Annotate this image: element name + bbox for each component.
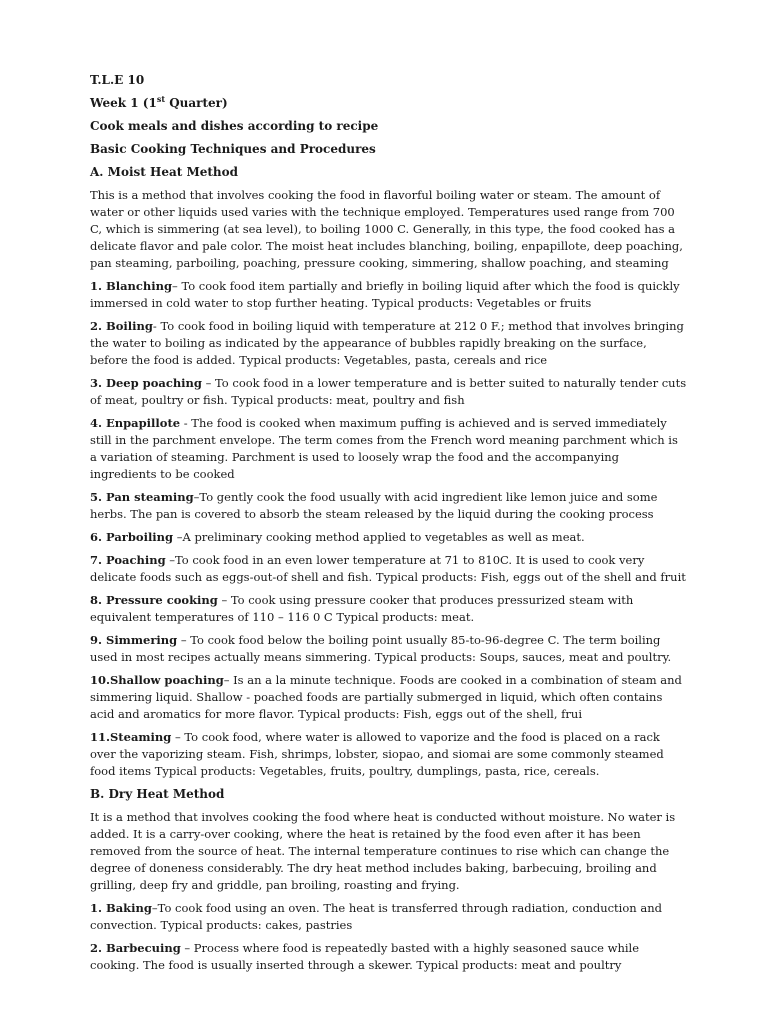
- week-superscript: st: [156, 94, 166, 104]
- item-text: – To cook food below the boiling point usually 85-to-96-degree C. The term boiling used in most recipes actually means simmering. Typical products: Soups, sauces, meat and poultry.: [90, 633, 672, 664]
- item-term: 1. Baking: [90, 901, 152, 915]
- item-term: 4. Enpapillote: [90, 416, 181, 430]
- item-text: – To cook food in a lower temperature and is better suited to naturally tender cuts of meat, poultry or fish. Typical products: meat, poultry and fish: [90, 376, 687, 407]
- dry-item: [90, 900, 688, 934]
- document-page: [90, 72, 688, 980]
- item-term: 8. Pressure cooking: [90, 593, 218, 607]
- item-term: 6. Parboiling: [90, 530, 174, 544]
- moist-item: [90, 415, 688, 483]
- subtopic-title: Basic Cooking Techniques and Procedures: [90, 142, 376, 156]
- week-suffix: Quarter): [165, 96, 228, 110]
- item-text: – To cook using pressure cooker that produces pressurized steam with equivalent temperatures of 110 – 116 0 C Typical products: meat.: [90, 593, 634, 624]
- item-term: 3. Deep poaching: [90, 376, 202, 390]
- item-term: 7. Poaching: [90, 553, 166, 567]
- moist-item: [90, 672, 688, 723]
- topic-title: Cook meals and dishes according to recipe: [90, 119, 379, 133]
- item-term: 5. Pan steaming: [90, 490, 194, 504]
- item-term: 10.Shallow poaching: [90, 673, 224, 687]
- moist-item: [90, 375, 688, 409]
- week-line: [90, 95, 688, 112]
- item-text: - The food is cooked when maximum puffing is achieved and is served immediately still in the parchment envelope. The term comes from the French word meaning parchment which is a variation of steaming. Parchment is used to loosely wrap the food and the accompanying ingredients to be cooked: [90, 416, 678, 481]
- moist-item: [90, 632, 688, 666]
- dry-heat-intro: It is a method that involves cooking the food where heat is conducted without moisture. No water is added. It is a carry-over cooking, where the heat is retained by the food even after it has been removed from the source of heat. The internal temperature continues to rise which can change the degree of doneness considerably. The dry heat method includes baking, barbecuing, broiling and grilling, deep fry and griddle, pan broiling, roasting and frying.: [90, 810, 676, 892]
- moist-item: [90, 592, 688, 626]
- moist-heat-heading: A. Moist Heat Method: [90, 165, 239, 179]
- item-term: 2. Barbecuing: [90, 941, 181, 955]
- item-term: 2. Boiling: [90, 319, 153, 333]
- dry-item: [90, 940, 688, 974]
- item-text: –To cook food using an oven. The heat is transferred through radiation, conduction and convection. Typical products: cakes, pastries: [90, 901, 662, 932]
- item-text: – Process where food is repeatedly basted with a highly seasoned sauce while cooking. The food is usually inserted through a skewer. Typical products: meat and poultry: [90, 941, 640, 972]
- item-text: – To cook food, where water is allowed to vaporize and the food is placed on a rack over the vaporizing steam. Fish, shrimps, lobster, siopao, and siomai are some commonly steamed food items Typical products: Vegetables, fruits, poultry, dumplings, pasta, rice, cereals.: [90, 730, 664, 778]
- item-text: –To gently cook the food usually with acid ingredient like lemon juice and some herbs. The pan is covered to absorb the steam released by the liquid during the cooking process: [90, 490, 658, 521]
- course-title: T.L.E 10: [90, 73, 145, 87]
- item-text: – To cook food item partially and briefly in boiling liquid after which the food is quickly immersed in cold water to stop further heating. Typical products: Vegetables or fruits: [90, 279, 680, 310]
- item-term: 11.Steaming: [90, 730, 172, 744]
- moist-item: [90, 529, 688, 546]
- moist-item: [90, 318, 688, 369]
- moist-item: [90, 489, 688, 523]
- moist-item: [90, 729, 688, 780]
- moist-item: [90, 278, 688, 312]
- item-text: – Is an a la minute technique. Foods are cooked in a combination of steam and simmering liquid. Shallow - poached foods are partially submerged in liquid, which often contains acid and aromatics for more flavor. Typical products: Fish, eggs out of the shell, frui: [90, 673, 682, 721]
- item-text: –To cook food in an even lower temperature at 71 to 810C. It is used to cook very delicate foods such as eggs-out-of shell and fish. Typical products: Fish, eggs out of the shell and fruit: [90, 553, 686, 584]
- item-term: 1. Blanching: [90, 279, 173, 293]
- item-text: –A preliminary cooking method applied to vegetables as well as meat.: [173, 530, 585, 544]
- moist-heat-intro: This is a method that involves cooking the food in flavorful boiling water or steam. The amount of water or other liquids used varies with the technique employed. Temperatures used range from 700 C, which is simmering (at sea level), to boiling 1000 C. Generally, in this type, the food cooked has a delicate flavor and pale color. The moist heat includes blanching, boiling, enpapillote, deep poaching, pan steaming, parboiling, poaching, pressure cooking, simmering, shallow poaching, and steaming: [90, 188, 683, 270]
- week-prefix: Week 1 (1: [90, 96, 157, 110]
- item-text: - To cook food in boiling liquid with temperature at 212 0 F.; method that involves bringing the water to boiling as indicated by the appearance of bubbles rapidly breaking on the surface, before the food is added. Typical products: Vegetables, pasta, cereals and rice: [90, 319, 684, 367]
- item-term: 9. Simmering: [90, 633, 178, 647]
- dry-heat-heading: B. Dry Heat Method: [90, 787, 225, 801]
- moist-item: [90, 552, 688, 586]
